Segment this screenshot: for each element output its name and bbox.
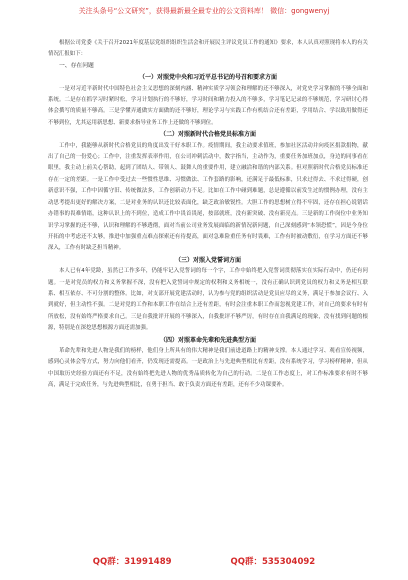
subsection-heading-4: （四）对照革命先辈和先进典型方面 [159, 336, 256, 344]
subsection-text-3: 本人已有4年党龄，虽然已工作多年，仍能牢记入党誓词的每一个字，工作中始终把入党誓词贯彻落实在实际行动中，仍还有问题。一是对党员的权力和义务掌握不深，没有把入党誓词中规定的权利和义务相统一，没有正确认识到党员的权力和义务是相互联系、相互依存、不可分割的整体。比如，对支部开展党建活动时，认为参与党的组织活动是党员应尽的义务，满足于参加会议行、入到就好，但主动性不强。二是对党的工作和本职工作在结合上还有差距，有时会注重本职工作而忽视党建工作，对自己的要求有时有所放松，没有始终严格要求自己。三是自我批评开展的不够深入，自我批评不够严厉，有时存在自我满足的现象，没有找到问题的根源，特别是在深挖思想根源方面还需加强。 [48, 268, 368, 332]
subsection-heading-3: （三）对照入党誓词方面 [174, 256, 241, 264]
intro-paragraph: 根据公司党委《关于召开2021年度基层党组织组织生活会和开展民主评议党员工作的通知》要求，本人认真对照现将本人的有关情况汇报如下： [48, 40, 368, 58]
document-body [48, 38, 368, 392]
subsection-heading-2: （二）对照新时代合格党员标准方面 [159, 131, 256, 139]
qq-group-2: QQ群：535304092 [230, 557, 316, 567]
section-heading: 一、存在问题 [59, 62, 94, 69]
subsection-heading-1: （一）对照党中央和习近平总书记的号召和要求方面 [138, 74, 277, 82]
qq-group-1: QQ群：31991489 [92, 557, 172, 567]
subsection-text-2: 工作中，我能够从新时代合格党员的角度出发干好本职工作。疫情期间，我主动要求值班，参加社区活动并向疫区捐款捐物，献出了自己的一份爱心；工作中，注重发挥表率作用，在公司冲刺活动中，数字指当，主动作为，重要任务加班加点，身边的同事看在眼里，我主动上前关心帮助，起到了团结人、带领人、鼓舞人的重要作用，建立融洽和谐的内部关系。但对照新时代合格党员标准还存在一定的差距。一是工作中受过去一些惯性思维、习惯做法、工作套路的影响，还满足于最低标准，只求过得去、不求过得硬，创新意识不强，工作中因循守旧、传统做法多，工作创新动力不足。比如在工作中碰到难题，总是遵循以前发生过的惯例办理，没有主动思考提出更好的解决方案，二是对业务的认识还比较表面化，缺乏政治敏锐性。大胆工作的思想树立得不牢固，还存在担心说错话办错事的畏难情绪，这种认识上的不到位，造成工作中畏首畏尾，按部就班，没有新突破、没有新亮点。三是新的工作岗位中业务知识学习掌握的还不够，认识和理解的不够透彻，面对当前公司业务发展面临的新情况新问题，自己深刻感到“本领恐慌”，因是今身位开拓的中考虑还不太够，推进中加强重点难点探索还有待提高，面对急难险重任务有时畏难，工作有时被动敷衍，在学习方面还不够深入，工作有时缺乏担当精神。 [48, 142, 368, 252]
subsection-text-4: 革命先辈和先进人物是我们的榜样，他们身上所具有的伟大精神是我们前进道路上的精神支撑。本人通过学习、观看宣传视频，感到心灵体会等方式，努力向他们看齐，仍发现还需提高。一是政治上与先进典型相比有差距，没有系统学习，学习榜样精神，但从中国取历史经验方面还有不足，没有始终把先进人物的优秀品质转化为自己的行动。二是在工作态度上，对工作标准要求有时不够高，满足于完成任务，与先进典型相比，在勇于担当、敢于负责方面还有差距，还有不少功课要补。 [48, 347, 368, 389]
promo-banner: 关注头条号“公文研究”，获得最新最全最专业的公文资料库！ 微信：gongwenyj [78, 7, 330, 15]
subsection-text-1: 一是对习近平新时代中国特色社会主义思想的深刻内涵、精神实质学习领会和理解的还不够深入，对党史学习掌握的不够全面和系统。二是存在抓学习时紧时松，学习计划执行的不够好，学习时间和精力投入的不够多，学习笔记记录的不够规范，学习研讨心得体会撰写的质量不够高。三是学懂弄通做实方面做的还不够好，理论学习与实践工作有机结合还有差距，学用结合、学以致用做得还不够到位，尤其运用新思想、新要求指导业务工作上还做的不够到位。 [48, 85, 368, 126]
footer-contacts [0, 555, 408, 567]
